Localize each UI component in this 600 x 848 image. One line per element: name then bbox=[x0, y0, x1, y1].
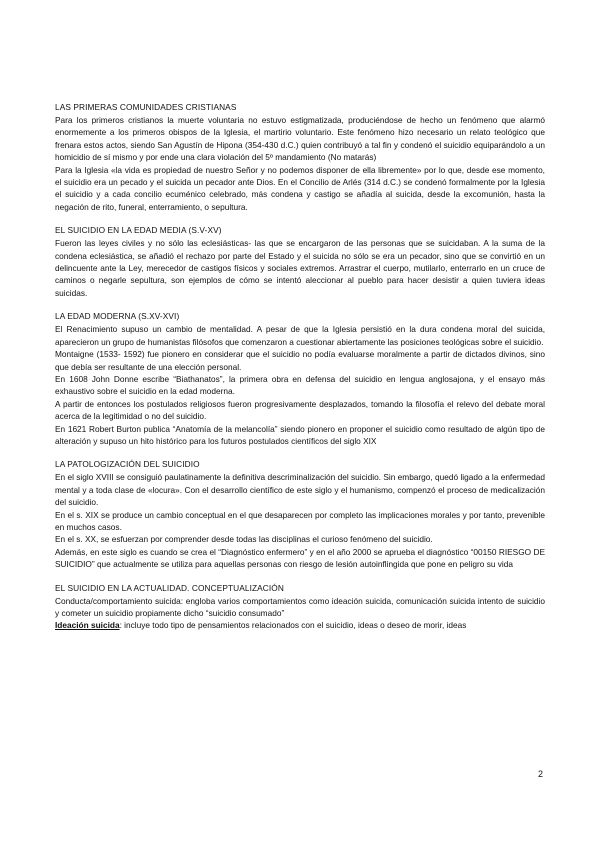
section-patologizacion bbox=[55, 458, 545, 570]
paragraph-ideacion bbox=[55, 619, 545, 631]
paragraph: Para la Iglesia «la vida es propiedad de nuestro Señor y no podemos disponer de ella libremente» por lo que, desde ese momento, el suicidio era un pecado y el suicida un pecador ante Dios. En el Concilio de Arlés (314 d.C.) se condenó formalmente por la Iglesia el suicidio y a cada concilio ecuménico celebrado, más condena y castigo se añadía al suicida, desde la excomunión, hasta la negación de rito, funeral, enterramiento, o sepultura. bbox=[55, 164, 545, 212]
term-definition: : incluye todo tipo de pensamientos relacionados con el suicidio, ideas o deseo de morir, ideas bbox=[119, 620, 467, 631]
defined-term: Ideación suicida bbox=[55, 620, 120, 631]
paragraph: En 1621 Robert Burton publica “Anatomía de la melancolía” siendo pionero en proponer el suicidio como resultado de algún tipo de alteración y supuso un hito histórico para los futuros postulados científicos del siglo XIX bbox=[55, 423, 545, 446]
paragraph: En el siglo XVIII se consiguió paulatinamente la definitiva descriminalización del suicidio. Sin embargo, quedó ligado a la enfermedad mental y a toda clase de «locura». Con el desarrollo científico de este siglo y el humanismo, compenzó el proceso de medicalización del suicidio. bbox=[55, 472, 545, 508]
section-edad-moderna bbox=[55, 310, 545, 447]
paragraph: El Renacimiento supuso un cambio de mentalidad. A pesar de que la Iglesia persistió en la dura condena moral del suicida, aparecieron un grupo de humanistas filósofos que comenzaron a cuestionar abiertamente las posiciones teológicas sobre el suicidio. bbox=[55, 324, 545, 347]
paragraph: Montaigne (1533- 1592) fue pionero en considerar que el suicidio no podía evaluarse moralmente a partir de dictados divinos, sino que debía ser resultante de una elección personal. bbox=[55, 349, 545, 372]
section-heading: LAS PRIMERAS COMUNIDADES CRISTIANAS bbox=[55, 102, 237, 112]
section-heading: EL SUICIDIO EN LA EDAD MEDIA (S.V-XV) bbox=[55, 225, 222, 236]
paragraph: Para los primeros cristianos la muerte voluntaria no estuvo estigmatizada, produciéndose de hecho un fenómeno que alarmó enormemente a los primeros obispos de la Iglesia, el martirio voluntario. Este fenómeno hizo necesario un relato teológico que frenara estos actos, siendo San Agustín de Hipona (354-430 d.C.) quien contribuyó a tal fin y condenó el suicidio equiparándolo a un homicidio de sí mismo y por ende una clara violación del 5º mandamiento (No matarás) bbox=[55, 115, 545, 163]
paragraph: Fueron las leyes civiles y no sólo las eclesiásticas- las que se encargaron de las personas que se suicidaban. A la suma de la condena eclesiástica, se añadió el rechazo por parte del Estado y el suicida no sólo se era un pecador, sino que se convirtió en un delincuente ante la Ley, merecedor de castigos físicos y sociales extremos. Arrastrar el cuerpo, mutilarlo, enterrarlo en un cruce de caminos o negarle sepultura, son ejemplos de cómo se intentó aleccionar al pueblo para hacer desistir a quien tuviera ideas suicidas. bbox=[55, 238, 545, 298]
page-number: 2 bbox=[538, 769, 544, 779]
section-heading: LA PATOLOGIZACIÓN DEL SUICIDIO bbox=[55, 459, 200, 470]
section-heading: EL SUICIDIO EN LA ACTUALIDAD. CONCEPTUALIZACIÓN bbox=[55, 582, 284, 593]
section-actualidad bbox=[55, 582, 545, 632]
paragraph: En el s. XX, se esfuerzan por comprender desde todas las disciplinas el curioso fenómeno del suicidio. bbox=[55, 534, 433, 545]
section-edad-media bbox=[55, 224, 545, 299]
paragraph: Conducta/comportamiento suicida: engloba varios comportamientos como ideación suicida, comunicación suicida intento de suicidio y cometer un suicidio propiamente dicho “suicidio consumado” bbox=[55, 595, 545, 618]
paragraph: Además, en este siglo es cuando se crea el “Diagnóstico enfermero” y en el año 2000 se aprueba el diagnóstico “00150 RIESGO DE SUICIDIO” que actualmente se utiliza para aquellas personas con riesgo de lesión autoinflingida que pone en peligro su vida bbox=[55, 546, 545, 570]
paragraph: En el s. XIX se produce un cambio conceptual en el que desaparecen por completo las implicaciones morales y por tanto, prevenible en muchos casos. bbox=[55, 509, 545, 532]
section-heading: LA EDAD MODERNA (S.XV-XVI) bbox=[55, 311, 180, 322]
paragraph: En 1608 John Donne escribe “Biathanatos”, la primera obra en defensa del suicidio en lengua anglosajona, y el ensayo más exhaustivo sobre el suicidio en la edad moderna. bbox=[55, 373, 545, 397]
document-page bbox=[55, 101, 545, 643]
section-primeras-comunidades bbox=[55, 101, 545, 213]
paragraph: A partir de entonces los postulados religiosos fueron progresivamente desplazados, tomando la filosofía el relevo del debate moral acerca de la legitimidad o no del suicidio. bbox=[55, 398, 545, 422]
